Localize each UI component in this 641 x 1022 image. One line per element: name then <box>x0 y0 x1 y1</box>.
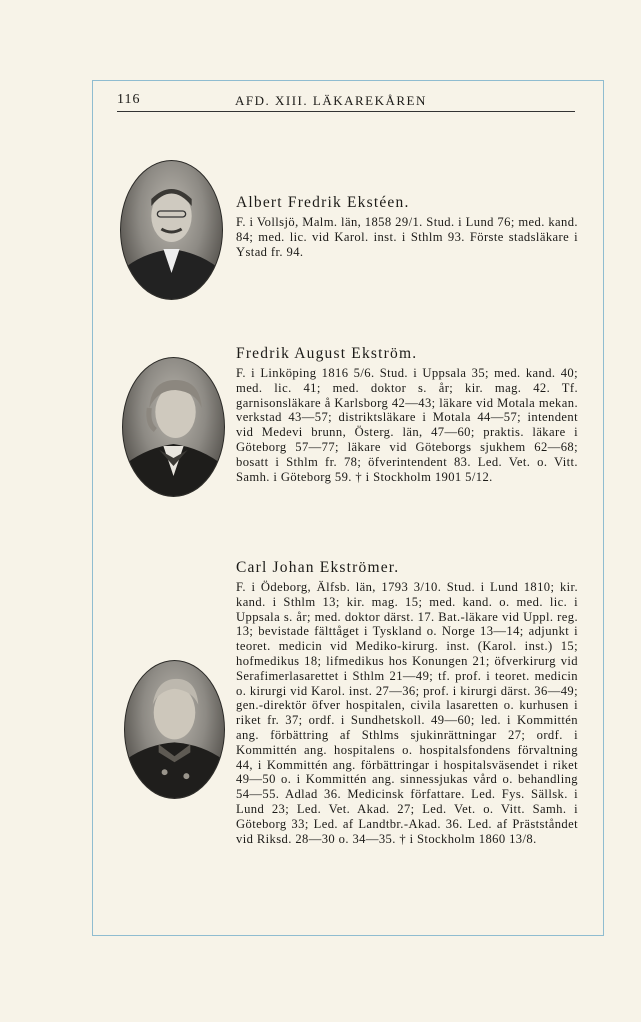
portrait-ekströmer <box>124 660 225 799</box>
entry-ekstéen <box>236 194 578 259</box>
entry-name: Fredrik August Ekström. <box>236 345 418 362</box>
running-title: AFD. XIII. LÄKAREKÅREN <box>235 93 427 108</box>
entry-ekström <box>236 345 578 484</box>
portrait-ekstéen <box>120 160 223 300</box>
header-rule <box>117 111 575 112</box>
portrait-ekström <box>122 357 225 497</box>
entry-biography: F. i Linköping 1816 5/6. Stud. i Uppsala 35; med. kand. 40; med. lic. 41; med. doktor s. år; kir. mag. 42. Tf. garnisonsläkare å Karlsborg 42—43; läkare vid Motala mekan. verkstad 43—57; distriktsläkare i Motala 44—57; intendent vid Medevi brunn, Österg. län, 47—60; praktis. läkare i Göteborg 57—77; läkare vid Göteborgs sjukhem 62—68; bosatt i Sthlm fr. 78; öfverintendent 83. Led. Vet. o. Vitt. Samh. i Göteborg 59. † i Stockholm 1901 5/12. <box>236 366 578 484</box>
page-number: 116 <box>117 92 141 107</box>
entry-name: Carl Johan Ekströmer. <box>236 559 400 576</box>
entry-biography: F. i Ödeborg, Älfsb. län, 1793 3/10. Stud. i Lund 1810; kir. kand. i Sthlm 13; kir. mag. 15; med. kand. o. med. lic. i Uppsala s. år; med. doktor därst. 17. Bat.-läkare vid Uppl. reg. 13; bevistade fälttåget i Tyskland o. Norge 13—14; adjunkt i teoret. medicin vid Mediko-kirurg. inst. (Karol. inst.) 15; hofmedikus 18; lifmedikus hos Konungen 21; öfverkirurg vid Serafimerlasarettet i Sthlm 21—49; tf. prof. i teoret. medicin o. kirurgi vid Karol. inst. 27—36; prof. i kirurgi därst. 36—49; gen.-direktör öfver hospitalen, civila lasaretten o. kurhusen i riket fr. 37; ordf. i Sundhetskoll. 49—60; led. i Kommittén ang. förbättring af Sthlms sjukinrättningar 27; ordf. i Kommittén ang. hospitalens o. hospitalsfondens förvaltning 44, i Kommittén ang. förbättringar i hospitalsväsendet i riket 49—50 o. i Kommittén ang. sinnessjukas vård o. behandling 54—55. Adlad 36. Medicinsk författare. Led. Fys. Sällsk. i Lund 23; Led. Vet. Akad. 27; Led. Vet. o. Vitt. Samh. i Göteborg 33; Led. af Landtbr.-Akad. 36. Led. af Prästståndet vid Riksd. 28—30 o. 34—35. † i Stockholm 1860 13/8. <box>236 580 578 846</box>
entry-ekströmer <box>236 559 578 846</box>
entry-biography: F. i Vollsjö, Malm. län, 1858 29/1. Stud. i Lund 76; med. kand. 84; med. lic. vid Karol. inst. i Sthlm 93. Förste stadsläkare i Ystad fr. 94. <box>236 215 578 259</box>
entry-name: Albert Fredrik Ekstéen. <box>236 194 410 211</box>
